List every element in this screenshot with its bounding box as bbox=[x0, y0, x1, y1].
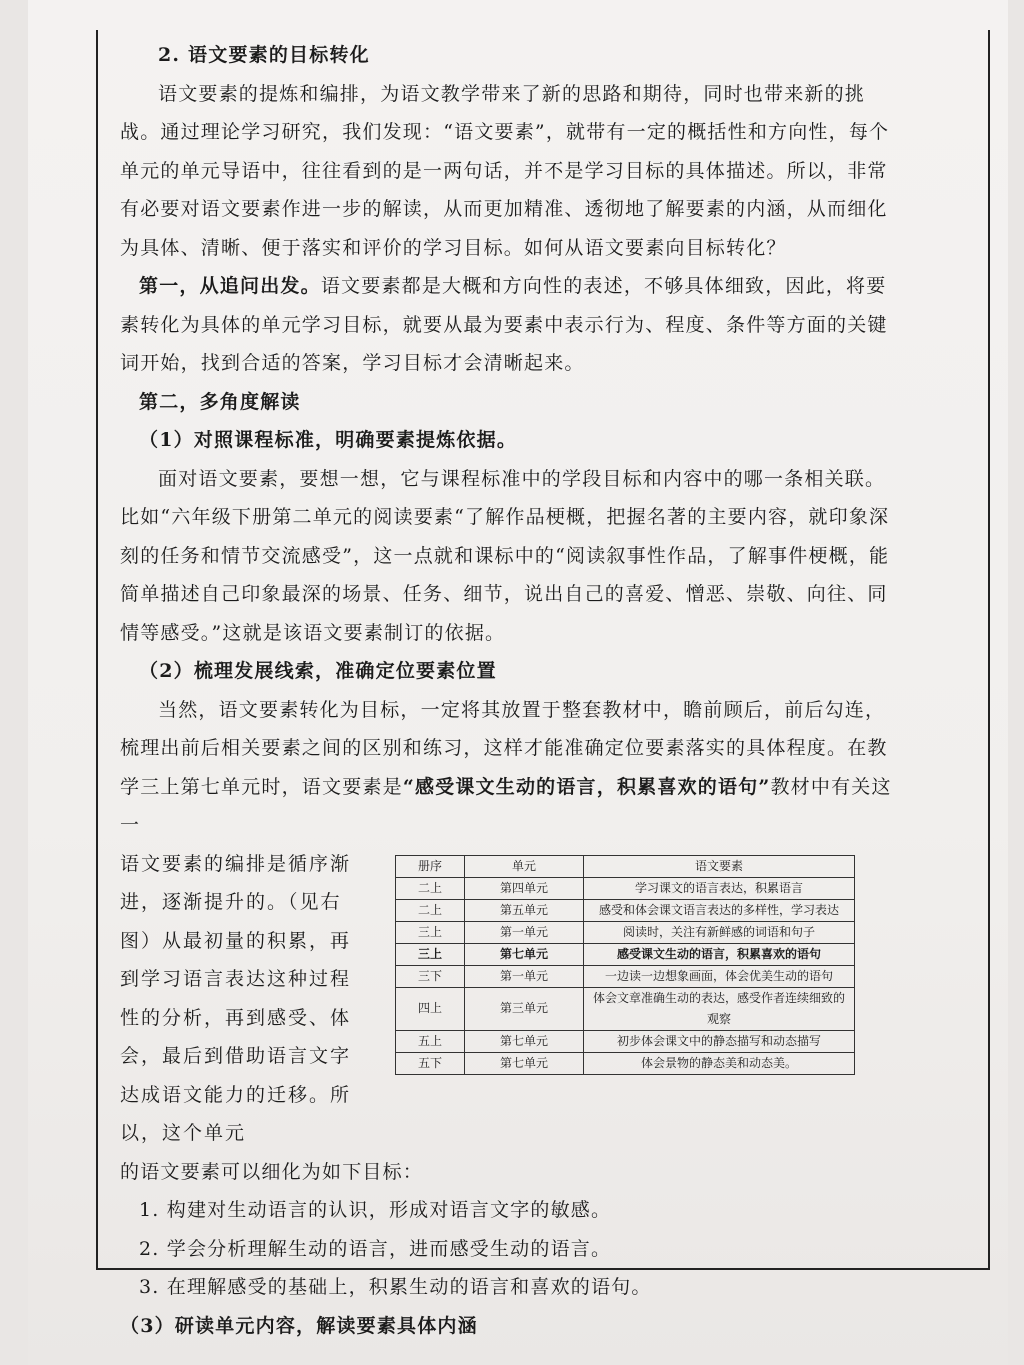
sub2-text-bold: “感受课文生动的语言，积累喜欢的语句” bbox=[402, 775, 771, 798]
cell-unit: 第七单元 bbox=[465, 1052, 584, 1074]
cell-element: 体会景物的静态美和动态美。 bbox=[584, 1052, 855, 1074]
cell-volume: 三下 bbox=[396, 965, 465, 987]
sub2-text-a: 当然，语文要素转化为目标，一定将其放置于整套教材中，瞻前顾后，前后勾连，梳理出前后相关要素之间的区别和练习，这样才能准确定位要素落实的具体程度。在教学三上第七单元时，语文要素是 bbox=[120, 698, 888, 798]
intro-paragraph: 语文要素的提炼和编排，为语文教学带来了新的思路和期待，同时也带来新的挑战。通过理论学习研究，我们发现：“语文要素”，就带有一定的概括性和方向性，每个单元的单元导语中，往往看到的是一两句话，并不是学习目标的具体描述。所以，非常有必要对语文要素作进一步的解读，从而更加精准、透彻地了解要素的内涵，从而细化为具体、清晰、便于落实和评价的学习目标。如何从语文要素向目标转化？ bbox=[120, 82, 890, 259]
cell-unit: 第三单元 bbox=[465, 987, 584, 1030]
table-header-row bbox=[396, 855, 855, 877]
cell-unit: 第一单元 bbox=[465, 921, 584, 943]
unit-table-box bbox=[395, 855, 855, 1075]
sub2-text-b: 教材中有关这一 bbox=[120, 775, 892, 836]
goal-item: 3. 在理解感受的基础上，积累生动的语言和喜欢的语句。 bbox=[139, 1276, 652, 1298]
table-row bbox=[396, 899, 855, 921]
first-text: 语文要素都是大概和方向性的表述，不够具体细致，因此，将要素转化为具体的单元学习目标，就要从最为要素中表示行为、程度、条件等方面的关键词开始，找到合适的答案，学习目标才会清晰起来。 bbox=[120, 275, 888, 374]
table-row-highlight bbox=[396, 943, 855, 965]
table-row bbox=[396, 987, 855, 1030]
goal-item: 2. 学会分析理解生动的语言，进而感受生动的语言。 bbox=[139, 1237, 612, 1260]
sub3-title: （3）研读单元内容，解读要素具体内涵 bbox=[120, 1314, 478, 1337]
sub1-text: 面对语文要素，要想一想，它与课程标准中的学段目标和内容中的哪一条相关联。比如“六年级下册第二单元的阅读要素“了解作品梗概，把握名著的主要内容，就印象深刻的任务和情节交流感受”，这一点就和课标中的“阅读叙事性作品，了解事件梗概，能简单描述自己印象最深的场景、任务、细节，说出自己的喜爱、憎恶、崇敬、向往、同情等感受。”这就是该语文要素制订的依据。 bbox=[120, 467, 890, 644]
sub1-title: （1）对照课程标准，明确要素提炼依据。 bbox=[139, 429, 518, 451]
cell-element: 阅读时，关注有新鲜感的词语和句子 bbox=[584, 921, 855, 943]
cell-volume: 三上 bbox=[396, 921, 465, 943]
goal-item: 1. 构建对生动语言的认识，形成对语言文字的敏感。 bbox=[139, 1199, 612, 1221]
cell-unit: 第四单元 bbox=[465, 877, 584, 899]
cell-element: 感受和体会课文语言表达的多样性，学习表达 bbox=[584, 899, 855, 921]
cell-volume: 二上 bbox=[396, 877, 465, 899]
sub2-title: （2）梳理发展线索，准确定位要素位置 bbox=[139, 660, 497, 682]
side-text: 语文要素的编排是循序渐进，逐渐提升的。（见右图）从最初量的积累，再到学习语言表达这种过程性的分析，再到感受、体会，最后到借助语言文字达成语文能力的迁移。所以，这个单元 bbox=[120, 852, 352, 1144]
second-title: 第二，多角度解读 bbox=[139, 390, 301, 413]
cell-volume: 四上 bbox=[396, 987, 465, 1030]
cell-element: 学习课文的语言表达，积累语言 bbox=[584, 877, 855, 899]
unit-element-table bbox=[395, 855, 855, 1075]
header-element: 语文要素 bbox=[584, 855, 855, 877]
cell-unit: 第七单元 bbox=[465, 943, 584, 965]
cell-volume: 五下 bbox=[396, 1052, 465, 1074]
after-side-text: 的语文要素可以细化为如下目标： bbox=[120, 1160, 424, 1183]
cell-volume: 二上 bbox=[396, 899, 465, 921]
document-body bbox=[120, 36, 900, 1345]
cell-element: 一边读一边想象画面，体会优美生动的语句 bbox=[584, 965, 855, 987]
sub2-text bbox=[120, 691, 900, 845]
first-paragraph bbox=[120, 267, 900, 383]
header-volume: 册序 bbox=[396, 855, 465, 877]
cell-element: 体会文章准确生动的表达，感受作者连续细致的观察 bbox=[584, 987, 855, 1030]
cell-unit: 第五单元 bbox=[465, 899, 584, 921]
header-unit: 单元 bbox=[465, 855, 584, 877]
cell-unit: 第一单元 bbox=[465, 965, 584, 987]
table-row bbox=[396, 965, 855, 987]
cell-unit: 第七单元 bbox=[465, 1030, 584, 1052]
cell-element: 感受课文生动的语言，积累喜欢的语句 bbox=[584, 943, 855, 965]
cell-volume: 三上 bbox=[396, 943, 465, 965]
table-row bbox=[396, 1052, 855, 1074]
cell-volume: 五上 bbox=[396, 1030, 465, 1052]
first-lead: 第一，从追问出发。 bbox=[139, 275, 321, 297]
table-row bbox=[396, 877, 855, 899]
table-row bbox=[396, 1030, 855, 1052]
side-table-section bbox=[120, 845, 900, 1153]
cell-element: 初步体会课文中的静态描写和动态描写 bbox=[584, 1030, 855, 1052]
table-row bbox=[396, 921, 855, 943]
section-title: 2. 语文要素的目标转化 bbox=[158, 44, 370, 66]
